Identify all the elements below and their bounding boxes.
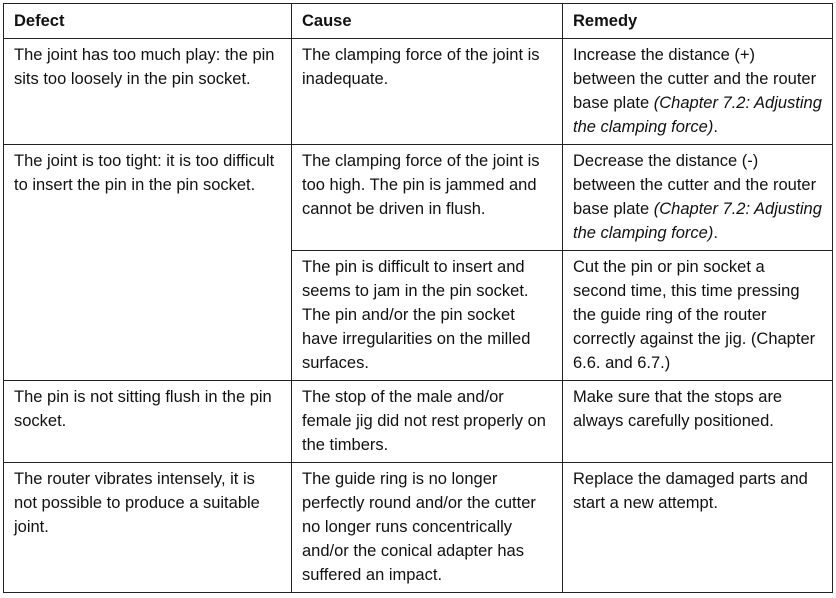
remedy-cell [563,39,833,145]
header-defect: Defect [4,4,292,39]
cause-cell: The guide ring is no longer perfectly round and/or the cutter no longer runs concentrically and/or the conical adapter has suffered an impact. [292,463,563,593]
cause-cell: The clamping force of the joint is too high. The pin is jammed and cannot be driven in flush. [292,145,563,251]
defect-cell: The router vibrates intensely, it is not possible to produce a suitable joint. [4,463,292,593]
remedy-text: Decrease the distance (-) between the cutter and the router base plate [573,152,817,218]
cause-cell: The pin is difficult to insert and seems to jam in the pin socket. The pin and/or the pin socket have irregularities on the milled surfaces. [292,251,563,381]
remedy-chapter-reference: (Chapter 7.2: Adjusting the clamping force) [573,94,822,136]
remedy-chapter-reference: (Chapter 7.2: Adjusting the clamping force) [573,200,822,242]
defect-cell: The joint has too much play: the pin sits too loosely in the pin socket. [4,39,292,145]
remedy-cell: Replace the damaged parts and start a new attempt. [563,463,833,593]
remedy-text: Increase the distance (+) between the cutter and the router base plate [573,46,817,112]
table-row [4,381,833,463]
defect-cell: The joint is too tight: it is too difficult to insert the pin in the pin socket. [4,145,292,381]
cause-cell: The clamping force of the joint is inadequate. [292,39,563,145]
header-remedy: Remedy [563,4,833,39]
remedy-end: . [713,224,718,242]
table-row [4,39,833,145]
defect-cell: The pin is not sitting flush in the pin socket. [4,381,292,463]
remedy-cell: Make sure that the stops are always carefully positioned. [563,381,833,463]
table-row [4,145,833,251]
table-row [4,463,833,593]
header-cause: Cause [292,4,563,39]
remedy-cell [563,145,833,251]
cause-cell: The stop of the male and/or female jig did not rest properly on the timbers. [292,381,563,463]
remedy-cell: Cut the pin or pin socket a second time, this time pressing the guide ring of the router correctly against the jig. (Chapter 6.6. and 6.7.) [563,251,833,381]
table-body [4,39,833,593]
troubleshooting-table-container [3,3,832,593]
header-row [4,4,833,39]
remedy-end: . [713,118,718,136]
troubleshooting-table [3,3,833,593]
table-header [4,4,833,39]
